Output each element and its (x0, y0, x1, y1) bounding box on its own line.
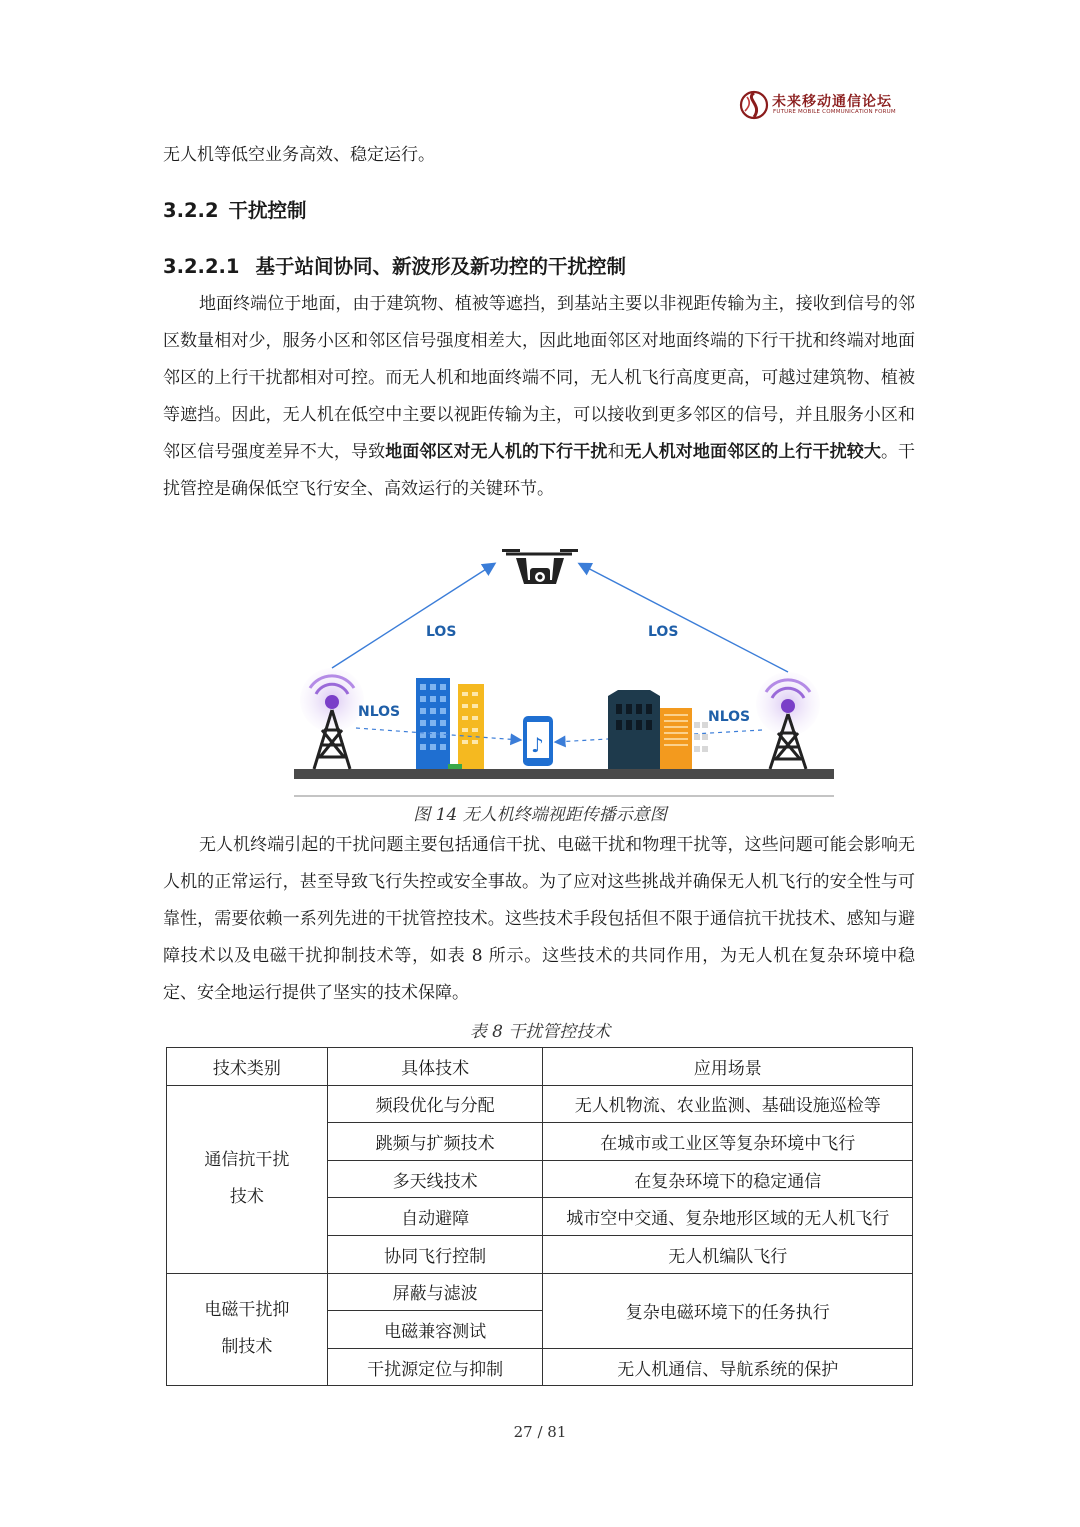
forum-logo-icon (738, 89, 770, 121)
header-technology: 具体技术 (327, 1048, 543, 1086)
nlos-label-left: NLOS (358, 704, 401, 720)
tech-cell: 协同飞行控制 (327, 1235, 543, 1273)
los-label-left: LOS (426, 624, 457, 640)
nlos-label-right: NLOS (708, 709, 751, 725)
intro-line: 无人机等低空业务高效、稳定运行。 (163, 145, 435, 165)
svg-text:♪: ♪ (531, 733, 544, 757)
forum-logo (738, 88, 908, 122)
category-cell-anti-jamming (167, 1085, 328, 1273)
table-header-row (167, 1048, 913, 1086)
phone-music-icon (523, 716, 553, 766)
logo-cn-text: 未来移动通信论坛 (772, 94, 892, 110)
page-number: 27 / 81 (513, 1423, 567, 1441)
tech-cell: 干扰源定位与抑制 (327, 1348, 543, 1386)
header-scenario: 应用场景 (543, 1048, 913, 1086)
tech-cell: 自动避障 (327, 1198, 543, 1236)
tech-cell: 多天线技术 (327, 1160, 543, 1198)
left-base-station-icon (300, 668, 364, 769)
scene-cell: 无人机编队飞行 (543, 1235, 913, 1273)
table-row (167, 1085, 913, 1123)
subsection-title: 基于站间协同、新波形及新功控的干扰控制 (255, 255, 627, 278)
para1-bold2: 无人机对地面邻区的上行干扰较大 (624, 442, 881, 462)
tech-cell: 电磁兼容测试 (327, 1311, 543, 1349)
los-arrow-left (332, 564, 494, 668)
figure-los-diagram (280, 540, 840, 802)
scene-cell: 无人机通信、导航系统的保护 (543, 1348, 913, 1386)
section-number: 3.2.2 (163, 199, 219, 222)
tech-cell: 频段优化与分配 (327, 1085, 543, 1123)
scene-cell: 在城市或工业区等复杂环境中飞行 (543, 1123, 913, 1161)
scene-cell: 在复杂环境下的稳定通信 (543, 1160, 913, 1198)
table-row (167, 1273, 913, 1311)
para1-part2: 。干扰管控是确保低空飞行安全、高效运行的关键环节。 (163, 442, 916, 499)
paragraph-1 (163, 286, 915, 508)
category-line2: 制技术 (221, 1337, 273, 1358)
tech-cell: 屏蔽与滤波 (327, 1273, 543, 1311)
para1-bold1: 地面邻区对无人机的下行干扰 (385, 442, 608, 462)
left-buildings (416, 678, 484, 769)
header-category: 技术类别 (167, 1048, 328, 1086)
figure-caption: 图 14 无人机终端视距传播示意图 (413, 805, 667, 825)
paragraph-2: 无人机终端引起的干扰问题主要包括通信干扰、电磁干扰和物理干扰等，这些问题可能会影响无人机的正常运行，甚至导致飞行失控或安全事故。为了应对这些挑战并确保无人机飞行的安全性与可靠性，需要依赖一系列先进的干扰管控技术。这些技术手段包括但不限于通信抗干扰技术、感知与避障技术以及电磁干扰抑制技术等，如表 8 所示。这些技术的共同作用，为无人机在复杂环境中稳定、安全地运行提供了坚实的技术保障。 (163, 835, 915, 1003)
los-label-right: LOS (648, 624, 679, 640)
category-line1: 通信抗干扰 (204, 1150, 290, 1171)
logo-en-text: FUTURE MOBILE COMMUNICATION FORUM (773, 109, 896, 115)
subsection-number: 3.2.2.1 (163, 255, 240, 278)
right-base-station-icon (756, 672, 820, 769)
scene-cell: 无人机物流、农业监测、基础设施巡检等 (543, 1085, 913, 1123)
drone-icon (502, 549, 578, 584)
tech-cell: 跳频与扩频技术 (327, 1123, 543, 1161)
category-cell-em-suppression (167, 1273, 328, 1386)
table-caption: 表 8 干扰管控技术 (469, 1022, 611, 1042)
los-arrow-right (580, 564, 788, 672)
ground (294, 769, 834, 779)
scene-cell: 城市空中交通、复杂地形区域的无人机飞行 (543, 1198, 913, 1236)
section-heading (163, 195, 307, 223)
subsection-heading (163, 251, 626, 279)
scene-cell-merged: 复杂电磁环境下的任务执行 (543, 1273, 913, 1348)
category-line1: 电磁干扰抑 (204, 1300, 290, 1321)
category-line2: 技术 (229, 1187, 264, 1208)
para1-part1: 地面终端位于地面，由于建筑物、植被等遮挡，到基站主要以非视距传输为主，接收到信号的邻区数量相对少，服务小区和邻区信号强度相差大，因此地面邻区对地面终端的下行干扰和终端对地面邻区的上行干扰都相对可控。而无人机和地面终端不同，无人机飞行高度更高，可越过建筑物、植被等遮挡。因此，无人机在低空中主要以视距传输为主，可以接收到更多邻区的信号，并且服务小区和邻区信号强度差异不大，导致 (163, 294, 915, 462)
right-buildings (608, 690, 708, 769)
interference-control-table (166, 1047, 913, 1386)
section-title: 干扰控制 (228, 199, 307, 222)
para1-mid: 和 (607, 442, 625, 462)
